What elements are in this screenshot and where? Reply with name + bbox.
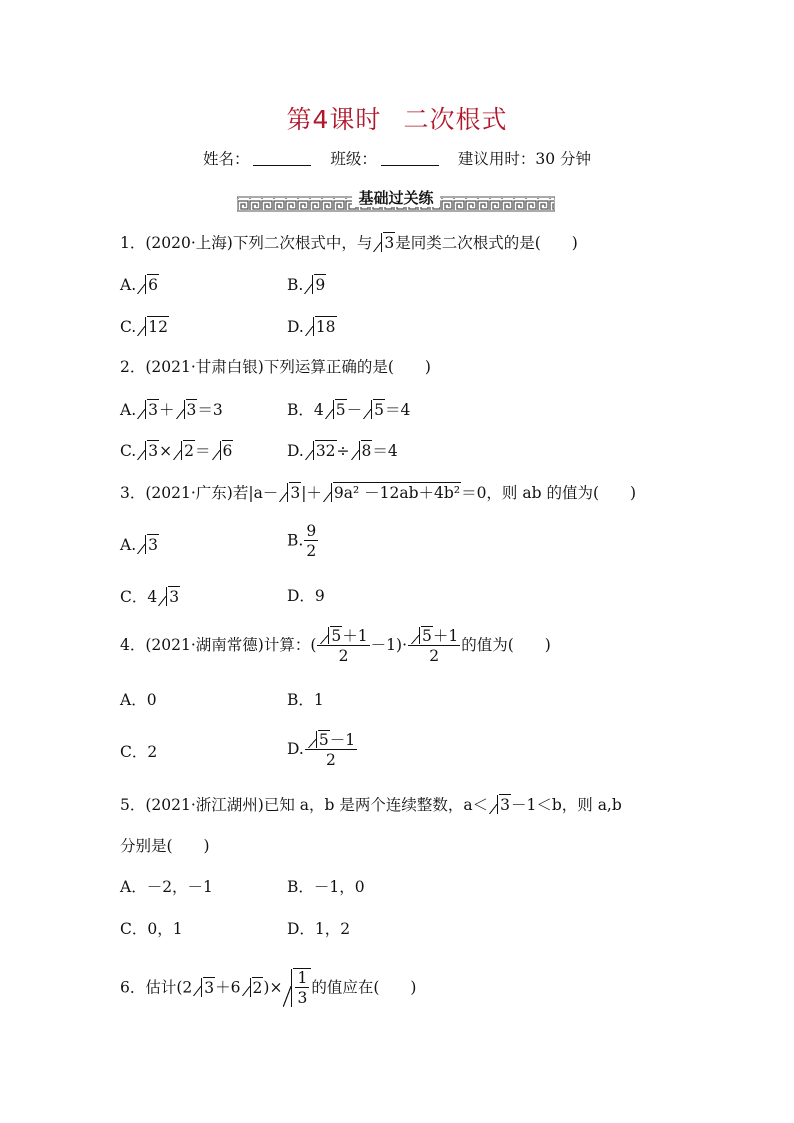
name-label: 姓名： (202, 150, 250, 168)
question-stem: 下列二次根式中，与 (232, 234, 373, 252)
time-label: 建议用时：30 分钟 (457, 150, 592, 168)
lesson-topic: 二次根式 (403, 105, 508, 134)
option-b[interactable]: B. 9 (287, 276, 326, 294)
question-source: (2020·上海) (145, 234, 233, 252)
option-c[interactable]: C．2 (120, 743, 158, 761)
option-c[interactable]: C．4 3 (120, 588, 180, 606)
question-source: (2021·湖南常德) (145, 636, 264, 654)
option-b[interactable]: B．－1，0 (287, 878, 365, 896)
section-title: 基础过关练 (352, 189, 439, 207)
section-banner (237, 188, 555, 216)
option-a[interactable]: A. 3 (120, 536, 158, 554)
option-d[interactable]: D．9 (287, 587, 325, 605)
option-a[interactable]: A. 3＋ 3＝3 (120, 401, 223, 419)
question-6: 6．估计(2 3＋6 2)× $\frac{1}{3}$ 的值应在( ) (120, 969, 417, 1007)
class-blank[interactable] (381, 151, 439, 166)
question-4: 4．(2021·湖南常德)计算：( $\frac{5+1}{2}$ －1)· $\frac{5+1}{2}$ 的值为( ) (120, 627, 551, 665)
lesson-number: 第4课时 (286, 105, 382, 134)
option-d[interactable]: D. 18 (287, 318, 336, 336)
name-blank[interactable] (253, 151, 311, 166)
question-source: (2021·浙江湖州) (145, 796, 264, 814)
question-5-line-2: 分别是( ) (120, 837, 210, 855)
option-a[interactable]: A. 6 (120, 276, 158, 294)
option-c[interactable]: C. 12 (120, 318, 168, 336)
question-1 (120, 232, 578, 253)
option-a[interactable]: A．0 (120, 691, 157, 709)
question-3: 3．(2021·广东)若|a－ 3|＋ 9a² －12ab＋4b²＝0，则 ab 的值为( ) (120, 484, 637, 502)
question-source: (2021·广东) (145, 484, 233, 502)
page-title (0, 100, 794, 136)
sqrt-symbol: 3 (373, 232, 395, 253)
option-d[interactable]: D．1，2 (287, 920, 351, 938)
option-a[interactable]: A．－2，－1 (120, 878, 213, 896)
option-d[interactable]: D. $\frac{5-1}{2}$ (287, 731, 356, 769)
option-b[interactable]: B．1 (287, 691, 324, 709)
question-5: 5．(2021·浙江湖州)已知 a，b 是两个连续整数，a＜ 3－1＜b，则 a,b (120, 796, 622, 814)
student-info-row (0, 147, 794, 169)
question-stem-tail: 是同类二次根式的是( ) (395, 234, 578, 252)
option-b[interactable]: B．4 5－ 5＝4 (287, 401, 411, 419)
question-source: (2021·甘肃白银) (145, 358, 264, 376)
question-number: 1． (120, 234, 146, 252)
option-c[interactable]: C．0，1 (120, 920, 183, 938)
class-label: 班级： (330, 150, 377, 168)
question-2: 2．(2021·甘肃白银)下列运算正确的是( ) (120, 358, 431, 376)
option-b[interactable]: B. $\frac{9}{2}$ (287, 522, 317, 560)
option-d[interactable]: D. 32÷ 8＝4 (287, 442, 398, 460)
option-c[interactable]: C. 3× 2＝ 6 (120, 442, 233, 460)
